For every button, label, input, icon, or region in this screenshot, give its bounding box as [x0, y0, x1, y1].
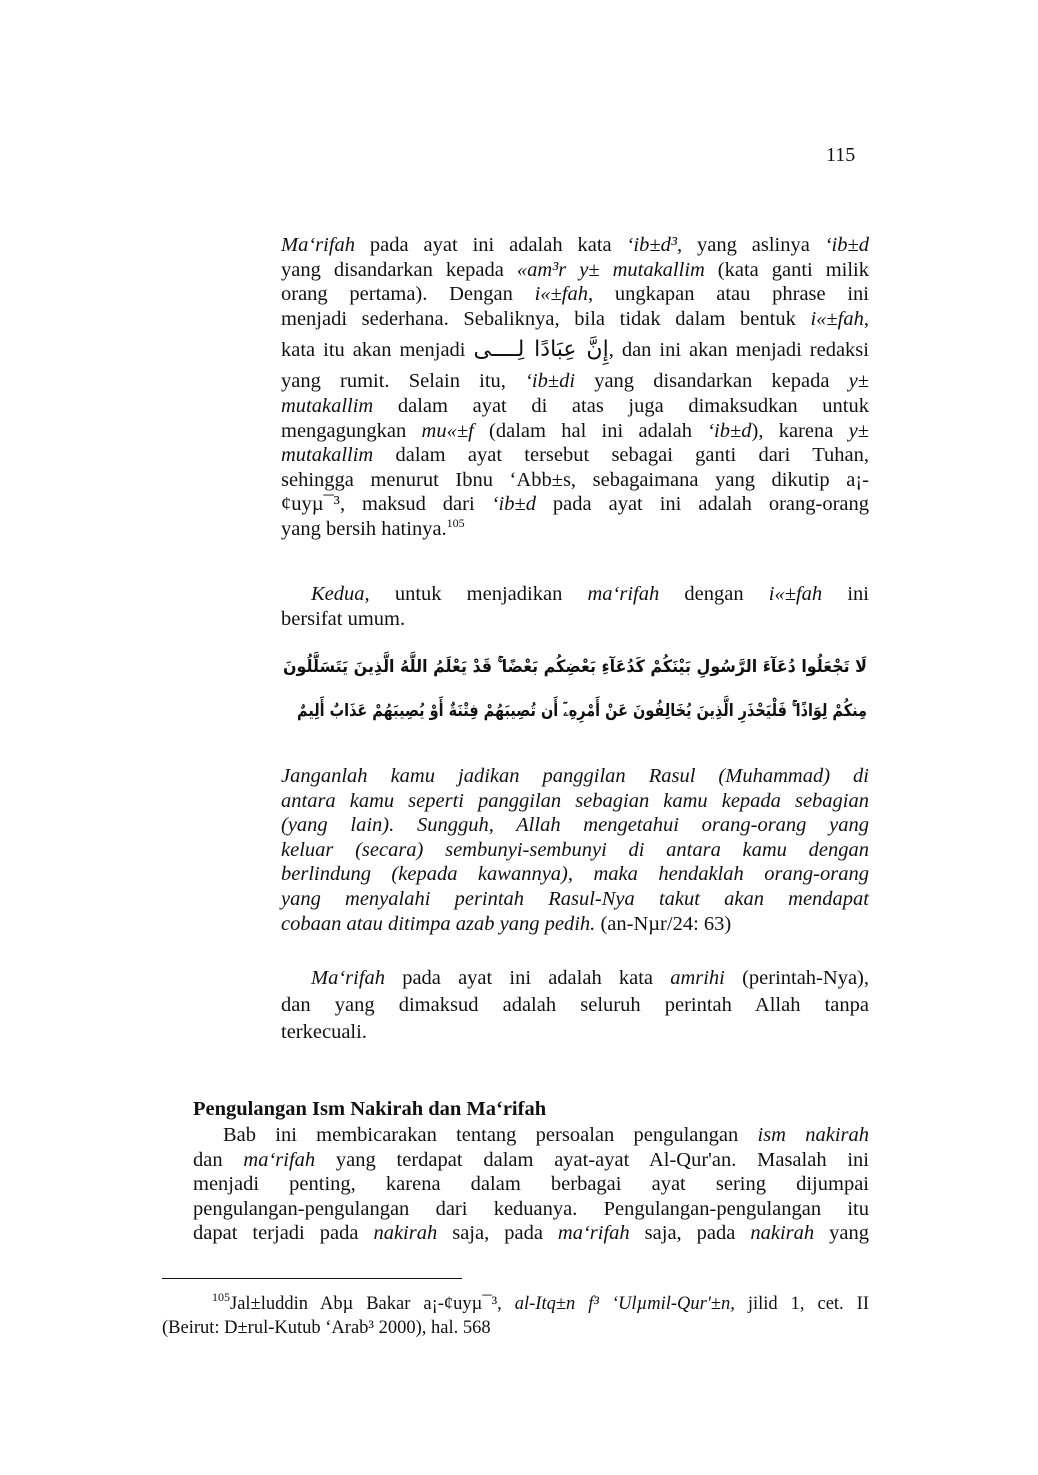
text-line: Ma‘rifah pada ayat ini adalah kata ‘ib±d³, yang aslinya ‘ib±d	[281, 234, 869, 256]
verse-translation	[281, 764, 869, 936]
footnote-line: (Beirut: D±rul-Kutub ‘Arab³ 2000), hal. 568	[162, 1318, 491, 1338]
text-line: Kedua, untuk menjadikan ma‘rifah dengan i«±fah ini	[311, 583, 869, 605]
verse-line-1: لَا تَجْعَلُوا دُعَآءَ الرَّسُولِ بَيْنَكُمْ كَدُعَآءِ بَعْضِكُم بَعْضًا ۚ قَدْ يَعْلَمُ اللَّهُ الَّذِينَ يَتَسَلَّلُونَ	[283, 657, 908, 677]
text-line: keluar (secara) sembunyi-sembunyi di antara kamu dengan	[281, 838, 869, 861]
text-line: berlindung (kepada kawannya), maka hendaklah orang-orang	[281, 863, 869, 886]
verse-reference: (an-Nµr/24: 63)	[595, 912, 732, 935]
text-line: Ma‘rifah pada ayat ini adalah kata amrihi (perintah-Nya),	[311, 967, 869, 989]
footnote-number: 105	[212, 1290, 230, 1304]
text-line: dapat terjadi pada nakirah saja, pada ma‘rifah saja, pada nakirah yang	[193, 1222, 869, 1245]
text-line: menjadi penting, karena dalam berbagai ayat sering dijumpai	[193, 1173, 869, 1196]
text-line: cobaan atau ditimpa azab yang pedih. (an-Nµr/24: 63)	[281, 912, 732, 935]
text-line: yang rumit. Selain itu, ‘ib±di yang disandarkan kepada y±	[281, 370, 869, 393]
text-line: kata itu akan menjadi إِنَّ عِبَادًا لِــــى, dan ini akan menjadi redaksi	[281, 337, 869, 363]
text-line: antara kamu seperti panggilan sebagian kamu kepada sebagian	[281, 789, 869, 812]
text-line: dan ma‘rifah yang terdapat dalam ayat-ayat Al-Qur'an. Masalah ini	[193, 1148, 869, 1171]
text-line: (yang lain). Sungguh, Allah mengetahui orang-orang yang	[281, 814, 869, 837]
arabic-phrase: إِنَّ عِبَادًا لِــــى	[473, 337, 609, 363]
section-heading: Pengulangan Ism Nakirah dan Ma‘rifah	[193, 1098, 547, 1120]
paragraph-pengulangan	[193, 1123, 869, 1246]
text-line: bersifat umum.	[281, 607, 406, 630]
text-line: dan yang dimaksud adalah seluruh perintah Allah tanpa	[281, 994, 869, 1016]
footnote-ref[interactable]: 105	[446, 515, 465, 530]
text-line: yang bersih hatinya.$^{105}$	[281, 515, 465, 540]
text-line: Janganlah kamu jadikan panggilan Rasul (Muhammad) di	[281, 765, 869, 787]
text-line: pengulangan-pengulangan dari keduanya. Pengulangan-pengulangan itu	[193, 1197, 869, 1220]
text-line: mutakallim dalam ayat di atas juga dimaksudkan untuk	[281, 394, 869, 417]
text-line: menjadi sederhana. Sebaliknya, bila tidak dalam bentuk i«±fah,	[281, 307, 869, 330]
verse-line-2: مِنكُمْ لِوَاذًا ۚ فَلْيَحْذَرِ الَّذِينَ يُخَالِفُونَ عَنْ أَمْرِهِۦٓ أَن تُصِيبَهُمْ فِتْنَةٌ أَوْ يُصِيبَهُمْ عَذَابٌ أَلِيمٌ	[297, 701, 969, 721]
quran-verse-calligraphy	[281, 640, 969, 732]
footnote	[162, 1292, 869, 1340]
page-number: 115	[826, 144, 856, 166]
text-line: orang pertama). Dengan i«±fah, ungkapan atau phrase ini	[281, 283, 869, 306]
text-line: yang disandarkan kepada «am³r y± mutakallim (kata ganti milik	[281, 258, 869, 281]
text-line: Bab ini membicarakan tentang persoalan pengulangan ism nakirah	[223, 1124, 870, 1146]
footnote-separator	[162, 1278, 462, 1279]
text-line: sehingga menurut Ibnu ‘Abb±s, sebagaimana yang dikutip a¡-	[281, 468, 869, 491]
paragraph-amrihi	[281, 965, 869, 1046]
text-line: ¢uyµ¯³, maksud dari ‘ib±d pada ayat ini adalah orang-orang	[281, 493, 869, 516]
text-line: yang menyalahi perintah Rasul-Nya takut akan mendapat	[281, 887, 869, 910]
text-line: mutakallim dalam ayat tersebut sebagai ganti dari Tuhan,	[281, 444, 869, 467]
paragraph-kedua	[281, 582, 869, 631]
footnote-line: $^{105}$Jal±luddin Abµ Bakar a¡-¢uyµ¯³, al-Itq±n f³ ‘Ulµmil-Qur'±n, jilid 1, cet. II	[212, 1290, 869, 1314]
text-line: terkecuali.	[281, 1021, 367, 1043]
text-line: mengagungkan mu«±f (dalam hal ini adalah ‘ib±d), karena y±	[281, 419, 869, 442]
paragraph-marifah-ibadi	[281, 233, 869, 542]
